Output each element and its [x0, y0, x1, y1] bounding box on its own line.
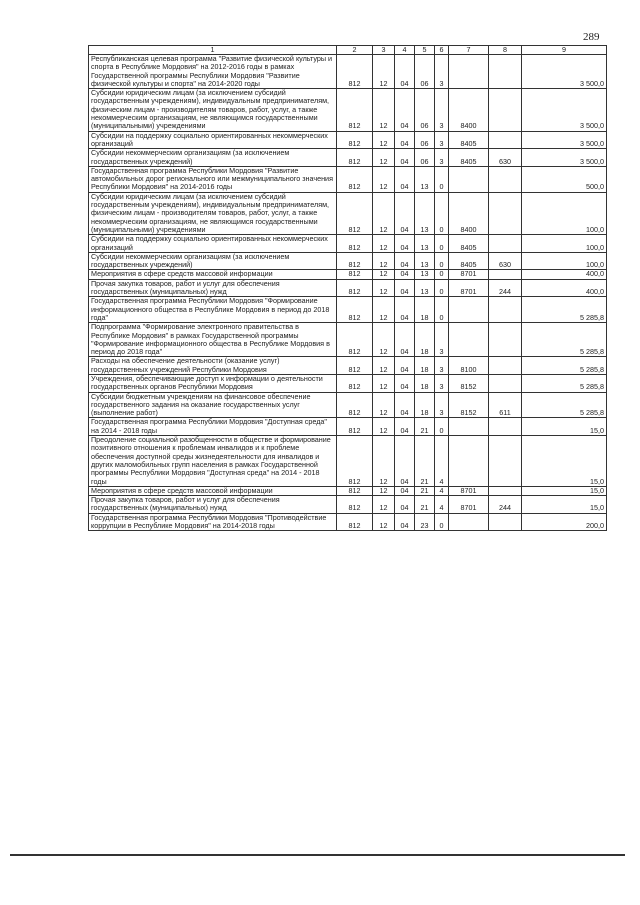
subsection-code: 04 — [395, 252, 415, 270]
subsection-code: 04 — [395, 89, 415, 131]
subprogram-code: 3 — [435, 149, 449, 167]
expense-type-code — [489, 55, 522, 89]
amount: 5 285,8 — [522, 297, 607, 323]
expense-type-code — [489, 357, 522, 375]
expense-type-code — [489, 486, 522, 495]
ministry-code: 812 — [337, 513, 373, 531]
amount: 15,0 — [522, 496, 607, 514]
row-name: Мероприятия в сфере средств массовой информации — [89, 270, 337, 279]
ministry-code: 812 — [337, 149, 373, 167]
direction-code: 8405 — [449, 131, 489, 149]
table-row — [89, 513, 607, 531]
table-row — [89, 297, 607, 323]
amount: 15,0 — [522, 436, 607, 487]
section-code: 12 — [373, 131, 395, 149]
amount: 400,0 — [522, 279, 607, 297]
subprogram-code: 0 — [435, 270, 449, 279]
column-header: 2 — [337, 46, 373, 55]
budget-table — [88, 45, 607, 531]
subprogram-code: 0 — [435, 513, 449, 531]
amount: 5 285,8 — [522, 357, 607, 375]
subsection-code: 04 — [395, 149, 415, 167]
amount: 3 500,0 — [522, 131, 607, 149]
direction-code: 8405 — [449, 149, 489, 167]
direction-code — [449, 297, 489, 323]
program-code: 18 — [415, 297, 435, 323]
program-code: 13 — [415, 166, 435, 192]
row-name: Субсидии юридическим лицам (за исключением субсидий государственным учреждениям), индивидуальным предпринимателям, физическим лицам - производителям товаров, работ, услуг, а также некоммерческим организациям, не являющимся государственными (муниципальными) учреждениями — [89, 89, 337, 131]
row-name: Республиканская целевая программа "Развитие физической культуры и спорта в Республике Мордовия" на 2012-2016 годы в рамках Государственной программы Республики Мордовия "Развитие физической культуры и спорта" на 2014-2020 годы — [89, 55, 337, 89]
amount: 5 285,8 — [522, 374, 607, 392]
ministry-code: 812 — [337, 436, 373, 487]
program-code: 13 — [415, 270, 435, 279]
direction-code: 8405 — [449, 252, 489, 270]
program-code: 18 — [415, 392, 435, 418]
column-header: 8 — [489, 46, 522, 55]
row-name: Субсидии некоммерческим организациям (за исключением государственных учреждений) — [89, 252, 337, 270]
amount: 100,0 — [522, 192, 607, 234]
subprogram-code: 0 — [435, 279, 449, 297]
expense-type-code — [489, 418, 522, 436]
expense-type-code — [489, 166, 522, 192]
subsection-code: 04 — [395, 323, 415, 357]
table-row — [89, 131, 607, 149]
ministry-code: 812 — [337, 131, 373, 149]
direction-code — [449, 323, 489, 357]
ministry-code: 812 — [337, 252, 373, 270]
amount: 3 500,0 — [522, 89, 607, 131]
ministry-code: 812 — [337, 192, 373, 234]
direction-code: 8701 — [449, 270, 489, 279]
direction-code: 8400 — [449, 192, 489, 234]
section-code: 12 — [373, 252, 395, 270]
ministry-code: 812 — [337, 357, 373, 375]
expense-type-code: 244 — [489, 496, 522, 514]
section-code: 12 — [373, 374, 395, 392]
subsection-code: 04 — [395, 235, 415, 253]
table-row — [89, 392, 607, 418]
subprogram-code: 0 — [435, 252, 449, 270]
table-row — [89, 252, 607, 270]
subsection-code: 04 — [395, 357, 415, 375]
table-row — [89, 149, 607, 167]
column-header: 9 — [522, 46, 607, 55]
direction-code: 8701 — [449, 496, 489, 514]
subsection-code: 04 — [395, 486, 415, 495]
row-name: Субсидии юридическим лицам (за исключением субсидий государственным учреждениям), индивидуальным предпринимателям, физическим лицам - производителям товаров, работ, услуг, а также некоммерческим организациям, не являющимся государственными (муниципальными) учреждениями — [89, 192, 337, 234]
expense-type-code: 630 — [489, 149, 522, 167]
amount: 5 285,8 — [522, 323, 607, 357]
program-code: 13 — [415, 252, 435, 270]
row-name: Подпрограмма "Формирование электронного правительства в Республике Мордовия" в рамках Государственной программы "Формирование информационного общества в Республике Мордовия в период до 2018 года" — [89, 323, 337, 357]
program-code: 23 — [415, 513, 435, 531]
amount: 500,0 — [522, 166, 607, 192]
row-name: Субсидии на поддержку социально ориентированных некоммерческих организаций — [89, 131, 337, 149]
subprogram-code: 3 — [435, 89, 449, 131]
section-code: 12 — [373, 89, 395, 131]
direction-code: 8701 — [449, 486, 489, 495]
program-code: 18 — [415, 357, 435, 375]
section-code: 12 — [373, 418, 395, 436]
row-name: Государственная программа Республики Мордовия "Противодействие коррупции в Республике Мордовия" на 2014-2018 годы — [89, 513, 337, 531]
expense-type-code — [489, 192, 522, 234]
subprogram-code: 3 — [435, 55, 449, 89]
amount: 100,0 — [522, 252, 607, 270]
program-code: 13 — [415, 235, 435, 253]
program-code: 21 — [415, 496, 435, 514]
ministry-code: 812 — [337, 166, 373, 192]
section-code: 12 — [373, 166, 395, 192]
subsection-code: 04 — [395, 279, 415, 297]
subsection-code: 04 — [395, 131, 415, 149]
expense-type-code — [489, 89, 522, 131]
section-code: 12 — [373, 55, 395, 89]
ministry-code: 812 — [337, 392, 373, 418]
section-code: 12 — [373, 192, 395, 234]
subprogram-code: 3 — [435, 357, 449, 375]
expense-type-code: 611 — [489, 392, 522, 418]
section-code: 12 — [373, 513, 395, 531]
program-code: 06 — [415, 89, 435, 131]
program-code: 18 — [415, 374, 435, 392]
expense-type-code — [489, 323, 522, 357]
amount: 200,0 — [522, 513, 607, 531]
section-code: 12 — [373, 486, 395, 495]
subprogram-code: 4 — [435, 486, 449, 495]
direction-code — [449, 55, 489, 89]
section-code: 12 — [373, 235, 395, 253]
program-code: 13 — [415, 192, 435, 234]
subsection-code: 04 — [395, 496, 415, 514]
row-name: Преодоление социальной разобщенности в обществе и формирование позитивного отношения к проблемам инвалидов и к проблеме обеспечения доступной среды жизнедеятельности для инвалидов и других маломобильных групп населения в рамках Государственной программы Республики Мордовия "Доступная среда" на 2014 - 2018 годы — [89, 436, 337, 487]
row-name: Государственная программа Республики Мордовия "Доступная среда" на 2014 - 2018 годы — [89, 418, 337, 436]
direction-code — [449, 513, 489, 531]
program-code: 13 — [415, 279, 435, 297]
table-row — [89, 55, 607, 89]
ministry-code: 812 — [337, 323, 373, 357]
section-code: 12 — [373, 279, 395, 297]
program-code: 06 — [415, 55, 435, 89]
direction-code: 8152 — [449, 374, 489, 392]
table-row — [89, 166, 607, 192]
direction-code — [449, 436, 489, 487]
ministry-code: 812 — [337, 270, 373, 279]
program-code: 06 — [415, 149, 435, 167]
expense-type-code — [489, 374, 522, 392]
ministry-code: 812 — [337, 496, 373, 514]
expense-type-code: 630 — [489, 252, 522, 270]
amount: 5 285,8 — [522, 392, 607, 418]
column-header: 7 — [449, 46, 489, 55]
column-header: 5 — [415, 46, 435, 55]
amount: 15,0 — [522, 486, 607, 495]
page-bottom-rule — [10, 854, 625, 856]
subsection-code: 04 — [395, 192, 415, 234]
subsection-code: 04 — [395, 418, 415, 436]
row-name: Государственная программа Республики Мордовия "Развитие автомобильных дорог регионального или межмуниципального значения Республики Мордовия" на 2014-2016 годы — [89, 166, 337, 192]
table-row — [89, 374, 607, 392]
ministry-code: 812 — [337, 418, 373, 436]
program-code: 21 — [415, 486, 435, 495]
expense-type-code — [489, 131, 522, 149]
section-code: 12 — [373, 357, 395, 375]
amount: 100,0 — [522, 235, 607, 253]
subprogram-code: 3 — [435, 374, 449, 392]
subsection-code: 04 — [395, 374, 415, 392]
amount: 3 500,0 — [522, 149, 607, 167]
column-header: 3 — [373, 46, 395, 55]
row-name: Субсидии бюджетным учреждениям на финансовое обеспечение государственного задания на оказание государственных услуг (выполнение работ) — [89, 392, 337, 418]
row-name: Прочая закупка товаров, работ и услуг для обеспечения государственных (муниципальных) нужд — [89, 279, 337, 297]
ministry-code: 812 — [337, 89, 373, 131]
direction-code: 8405 — [449, 235, 489, 253]
program-code: 21 — [415, 436, 435, 487]
expense-type-code — [489, 513, 522, 531]
subprogram-code: 0 — [435, 235, 449, 253]
column-header: 1 — [89, 46, 337, 55]
row-name: Субсидии некоммерческим организациям (за исключением государственных учреждений) — [89, 149, 337, 167]
ministry-code: 812 — [337, 235, 373, 253]
subprogram-code: 4 — [435, 436, 449, 487]
table-row — [89, 496, 607, 514]
ministry-code: 812 — [337, 374, 373, 392]
subsection-code: 04 — [395, 270, 415, 279]
subsection-code: 04 — [395, 297, 415, 323]
direction-code — [449, 166, 489, 192]
ministry-code: 812 — [337, 55, 373, 89]
subprogram-code: 0 — [435, 297, 449, 323]
table-body — [89, 55, 607, 531]
expense-type-code — [489, 235, 522, 253]
expense-type-code — [489, 297, 522, 323]
direction-code: 8400 — [449, 89, 489, 131]
row-name: Прочая закупка товаров, работ и услуг для обеспечения государственных (муниципальных) нужд — [89, 496, 337, 514]
section-code: 12 — [373, 392, 395, 418]
section-code: 12 — [373, 270, 395, 279]
subprogram-code: 4 — [435, 496, 449, 514]
amount: 3 500,0 — [522, 55, 607, 89]
table-row — [89, 323, 607, 357]
subsection-code: 04 — [395, 166, 415, 192]
section-code: 12 — [373, 297, 395, 323]
expense-type-code — [489, 270, 522, 279]
expense-type-code: 244 — [489, 279, 522, 297]
page-number: 289 — [583, 31, 600, 43]
expense-type-code — [489, 436, 522, 487]
table-row — [89, 418, 607, 436]
subsection-code: 04 — [395, 55, 415, 89]
section-code: 12 — [373, 496, 395, 514]
row-name: Государственная программа Республики Мордовия "Формирование информационного общества в Республике Мордовия в период до 2018 года" — [89, 297, 337, 323]
ministry-code: 812 — [337, 297, 373, 323]
subprogram-code: 0 — [435, 418, 449, 436]
direction-code: 8701 — [449, 279, 489, 297]
section-code: 12 — [373, 323, 395, 357]
row-name: Расходы на обеспечение деятельности (оказание услуг) государственных учреждений Республики Мордовия — [89, 357, 337, 375]
table-row — [89, 192, 607, 234]
table-row — [89, 436, 607, 487]
ministry-code: 812 — [337, 279, 373, 297]
subprogram-code: 0 — [435, 166, 449, 192]
subsection-code: 04 — [395, 392, 415, 418]
program-code: 06 — [415, 131, 435, 149]
column-header: 6 — [435, 46, 449, 55]
direction-code: 8152 — [449, 392, 489, 418]
section-code: 12 — [373, 436, 395, 487]
amount: 15,0 — [522, 418, 607, 436]
column-header: 4 — [395, 46, 415, 55]
table-row — [89, 270, 607, 279]
amount: 400,0 — [522, 270, 607, 279]
subprogram-code: 3 — [435, 131, 449, 149]
subsection-code: 04 — [395, 513, 415, 531]
program-code: 18 — [415, 323, 435, 357]
direction-code: 8100 — [449, 357, 489, 375]
table-row — [89, 89, 607, 131]
direction-code — [449, 418, 489, 436]
row-name: Учреждения, обеспечивающие доступ к информации о деятельности государственных органов Республики Мордовия — [89, 374, 337, 392]
subprogram-code: 3 — [435, 392, 449, 418]
subsection-code: 04 — [395, 436, 415, 487]
table-row — [89, 235, 607, 253]
ministry-code: 812 — [337, 486, 373, 495]
program-code: 21 — [415, 418, 435, 436]
table-row — [89, 357, 607, 375]
subprogram-code: 0 — [435, 192, 449, 234]
section-code: 12 — [373, 149, 395, 167]
table-row — [89, 279, 607, 297]
row-name: Мероприятия в сфере средств массовой информации — [89, 486, 337, 495]
subprogram-code: 3 — [435, 323, 449, 357]
row-name: Субсидии на поддержку социально ориентированных некоммерческих организаций — [89, 235, 337, 253]
